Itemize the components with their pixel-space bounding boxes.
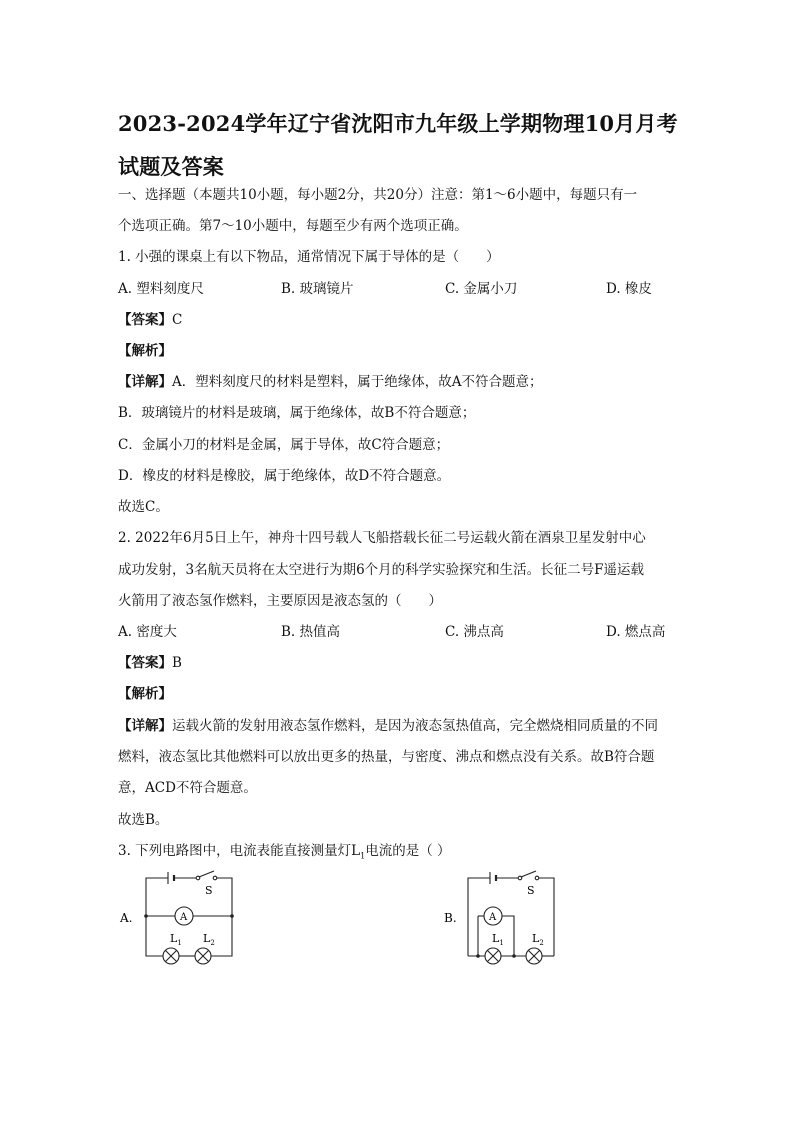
lamp-l2-label: $L_2$ (532, 932, 544, 947)
switch-blade (521, 871, 536, 877)
junction-dot (476, 954, 480, 958)
title-line-1: 2023-2024学年辽宁省沈阳市九年级上学期物理10月月考 (118, 111, 678, 136)
switch-blade (199, 871, 214, 877)
answer-tag: 【答案】 (118, 655, 172, 671)
q2-option-c: C. 沸点高 (445, 624, 504, 640)
q1-option-a: A. 塑料刻度尺 (118, 281, 204, 297)
q1-detail-line-1 (118, 372, 543, 392)
circuit-a-label: A. (120, 911, 133, 925)
detail-tag: 【详解】 (118, 374, 172, 390)
ammeter-label: A (489, 912, 497, 923)
junction-dot (144, 914, 148, 918)
analysis-tag: 【解析】 (118, 343, 172, 359)
q2-answer (118, 653, 182, 673)
q1-option-b: B. 玻璃镜片 (281, 281, 354, 297)
q1-detail-text-1: A．塑料刻度尺的材料是塑料，属于绝缘体，故A不符合题意； (172, 374, 543, 390)
q2-stem-line-2: 成功发射，3名航天员将在太空进行为期6个月的科学实验探究和生活。长征二号F遥运载 (118, 562, 645, 578)
q1-detail-line-3: C．金属小刀的材料是金属，属于导体，故C符合题意； (118, 437, 450, 453)
circuit-diagram-b (440, 862, 570, 972)
title-line-2: 试题及答案 (118, 154, 224, 179)
junction-dot (230, 914, 234, 918)
q1-option-c: C. 金属小刀 (445, 281, 518, 297)
switch-label: S (527, 884, 535, 897)
lamp-l1-label: $L_1$ (492, 932, 504, 947)
q1-answer (118, 310, 182, 330)
lamp-l2-label: $L_2$ (203, 932, 215, 947)
q2-detail-line-1 (118, 716, 658, 736)
q2-stem-line-1: 2. 2022年6月5日上午，神舟十四号载人飞船搭载长征二号运载火箭在酒泉卫星发射中心 (118, 530, 646, 546)
section-instructions-line-1: 一、选择题（本题共10小题，每小题2分，共20分）注意：第1～6小题中，每题只有一 (118, 187, 638, 203)
q3-stem-post: 电流的是（ ） (365, 843, 451, 859)
q2-conclusion: 故选B。 (118, 812, 169, 828)
q2-option-b: B. 热值高 (281, 624, 341, 640)
q1-option-d: D. 橡皮 (606, 281, 652, 297)
q1-answer-value: C (172, 312, 183, 328)
circuit-a-wire-top-left (146, 878, 168, 916)
lamp-l1-label: $L_1$ (170, 932, 182, 947)
q1-analysis-tag (118, 341, 172, 361)
analysis-tag: 【解析】 (118, 686, 172, 702)
q2-option-d: D. 燃点高 (606, 624, 666, 640)
q1-stem: 1. 小强的课桌上有以下物品，通常情况下属于导体的是（ ） (118, 249, 500, 265)
section-instructions-line-2: 个选项正确。第7～10小题中，每题至少有两个选项正确。 (118, 218, 468, 234)
q2-detail-line-2: 燃料，液态氢比其他燃料可以放出更多的热量，与密度、沸点和燃点没有关系。故B符合题 (118, 749, 655, 765)
q2-answer-value: B (172, 655, 182, 671)
junction-dot (512, 954, 516, 958)
q2-detail-text-1: 运载火箭的发射用液态氢作燃料，是因为液态氢热值高，完全燃烧相同质量的不同 (172, 718, 658, 734)
q1-detail-line-2: B．玻璃镜片的材料是玻璃，属于绝缘体，故B不符合题意； (118, 405, 476, 421)
q3-stem-sub: 1 (360, 851, 366, 861)
q2-option-a: A. 密度大 (118, 624, 177, 640)
circuit-diagram-a (112, 862, 247, 972)
circuit-b-label: B. (444, 911, 457, 925)
answer-tag: 【答案】 (118, 312, 172, 328)
ammeter-label: A (180, 912, 188, 923)
q1-detail-line-4: D．橡皮的材料是橡胶，属于绝缘体，故D不符合题意。 (118, 468, 451, 484)
circuit-b-wire-left (468, 878, 490, 956)
q2-stem-line-3: 火箭用了液态氢作燃料，主要原因是液态氢的（ ） (118, 593, 442, 609)
q3-stem-pre: 3. 下列电路图中，电流表能直接测量灯L (118, 843, 361, 859)
q2-detail-line-3: 意，ACD不符合题意。 (118, 780, 257, 796)
q1-conclusion: 故选C。 (118, 499, 169, 515)
detail-tag: 【详解】 (118, 718, 172, 734)
switch-label: S (205, 884, 213, 897)
q2-analysis-tag (118, 684, 172, 704)
document-title (118, 102, 688, 188)
